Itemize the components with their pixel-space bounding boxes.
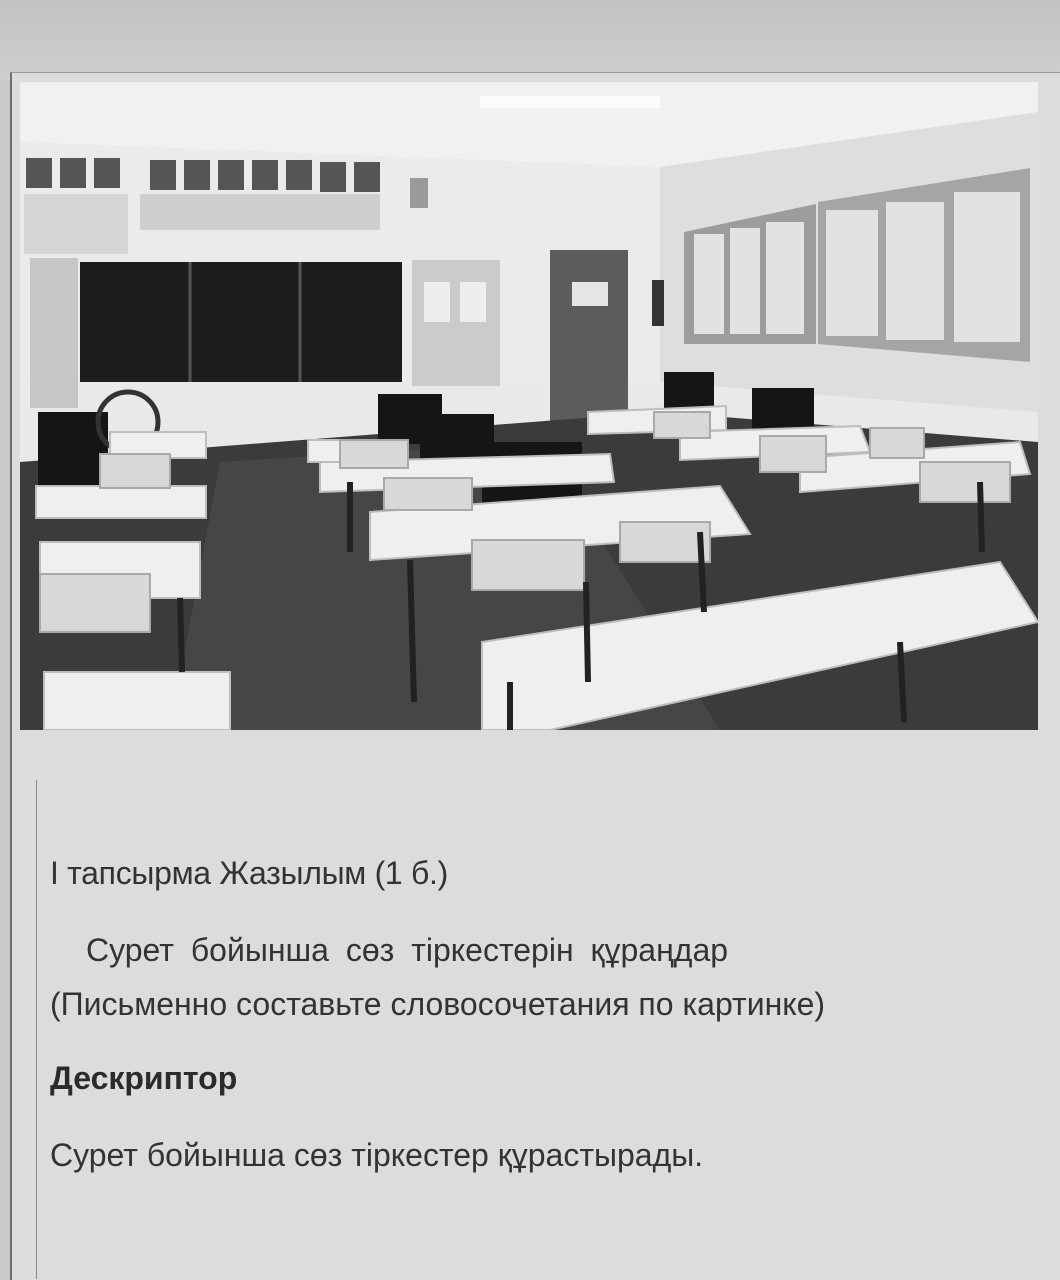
instruction-kazakh: Сурет бойынша сөз тіркестерін құраңдар [86,932,729,968]
descriptor-text: Сурет бойынша сөз тіркестер құрастырады. [50,1137,704,1173]
task-title: І тапсырма Жазылым (1 б.) [50,855,448,891]
paper-background [0,0,1060,80]
instruction-russian: (Письменно составьте словосочетания по картинке) [50,986,826,1022]
classroom-photo [20,82,1038,730]
margin-line [36,780,37,1279]
classroom-illustration [20,82,1038,730]
descriptor-heading: Дескриптор [50,1060,238,1096]
